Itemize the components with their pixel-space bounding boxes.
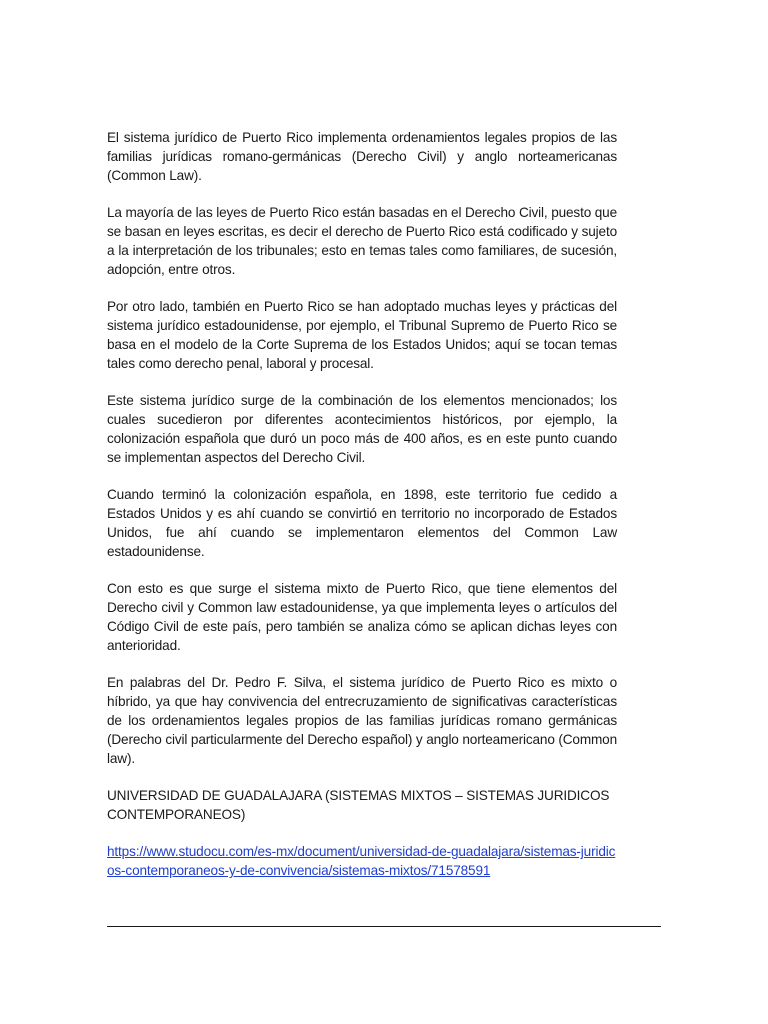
paragraph-intro: El sistema jurídico de Puerto Rico implementa ordenamientos legales propios de las familias jurídicas romano-germánicas (Derecho Civil) y anglo norteamericanas (Common Law). xyxy=(107,130,617,183)
paragraph-1898: Cuando terminó la colonización española, en 1898, este territorio fue cedido a Estados Unidos y es ahí cuando se convirtió en territorio no incorporado de Estados Unidos, fue ahí cuando se implementaron elementos del Common Law estadounidense. xyxy=(107,487,617,559)
paragraph-origin: Este sistema jurídico surge de la combinación de los elementos mencionados; los cuales sucedieron por diferentes acontecimientos históricos, por ejemplo, la colonización española que duró un poco más de 400 años, es en este punto cuando se implementan aspectos del Derecho Civil. xyxy=(107,393,617,465)
paragraph-civil-law: La mayoría de las leyes de Puerto Rico están basadas en el Derecho Civil, puesto que se basan en leyes escritas, es decir el derecho de Puerto Rico está codificado y sujeto a la interpretación de los tribunales; esto en temas tales como familiares, de sucesión, adopción, entre otros. xyxy=(107,205,617,277)
paragraph-mixed-system: Con esto es que surge el sistema mixto de Puerto Rico, que tiene elementos del Derecho civil y Common law estadounidense, ya que implementa leyes o artículos del Código Civil de este país, pero también se analiza cómo se aplican dichas leyes con anterioridad. xyxy=(107,581,617,653)
paragraph-silva-quote: En palabras del Dr. Pedro F. Silva, el sistema jurídico de Puerto Rico es mixto o híbrido, ya que hay convivencia del entrecruzamiento de significativas características de los ordenamientos legales propios de las familias jurídicas romano germánicas (Derecho civil particularmente del Derecho español) y anglo norteamericano (Common law). xyxy=(107,675,617,766)
document-body xyxy=(107,128,617,880)
paragraph-us-influence: Por otro lado, también en Puerto Rico se han adoptado muchas leyes y prácticas del sistema jurídico estadounidense, por ejemplo, el Tribunal Supremo de Puerto Rico se basa en el modelo de la Corte Suprema de los Estados Unidos; aquí se tocan temas tales como derecho penal, laboral y procesal. xyxy=(107,299,617,371)
footnote-divider xyxy=(107,926,661,927)
source-label: UNIVERSIDAD DE GUADALAJARA (SISTEMAS MIXTOS – SISTEMAS JURIDICOS CONTEMPORANEOS) xyxy=(107,788,610,822)
source-link[interactable]: https://www.studocu.com/es-mx/document/universidad-de-guadalajara/sistemas-juridicos-contemporaneos-y-de-convivencia/sistemas-mixtos/71578591 xyxy=(107,844,616,878)
